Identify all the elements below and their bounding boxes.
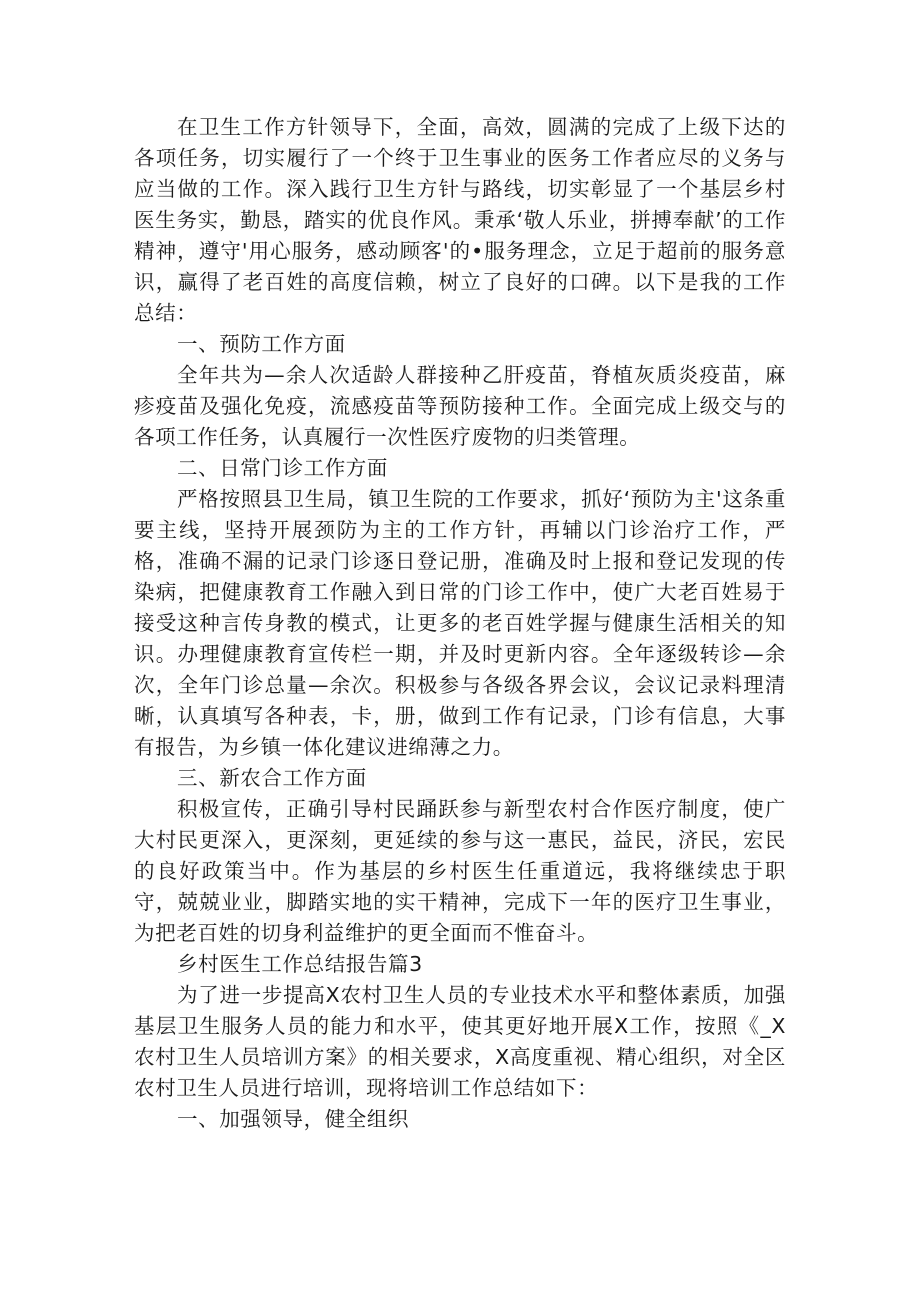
cooperative-medical-paragraph: 积极宣传，正确引导村民踊跃参与新型农村合作医疗制度，使广大村民更深入，更深刻，更延续的参与这一惠民，益民，济民，宏民的良好政策当中。作为基层的乡村医生任重道远，我将继续忠于职守，兢兢业业，脚踏实地的实干精神，完成下一年的医疗卫生事业，为把老百姓的切身利益维护的更全面而不惟奋斗。	[134, 797, 786, 945]
section-heading-leadership: 一、加强领导，健全组织	[177, 1107, 410, 1131]
clinic-paragraph: 严格按照县卫生局，镇卫生院的工作要求，抓好‘预防为主'这条重要主线，坚持开展颈防为主的工作方针，再辅以门诊治疗工作，严格，准确不漏的记录门诊逐日登记册，准确及时上报和登记发现的传染病，把健康教育工作融入到日常的门诊工作中，使广大老百姓易于接受这种言传身教的模式，让更多的老百姓学握与健康生活相关的知识。办理健康教育宣传栏一期，并及时更新内容。全年逐级转诊—余次，全年门诊总量—余次。积极参与各级各界会议，会议记录料理清晰，认真填写各种表，卡，册，做到工作有记录，门诊有信息，大事有报告，为乡镇一体化建议进绵薄之力。	[134, 487, 786, 759]
section-heading-clinic: 二、日常门诊工作方面	[177, 456, 388, 480]
training-intro-paragraph: 为了进一步提高X农村卫生人员的专业技术水平和整体素质，加强基层卫生服务人员的能力和水平，使其更好地开展X工作，按照《_X农村卫生人员培训方案》的相关要求，X高度重视、精心组织，对全区农村卫生人员进行培训，现将培训工作总结如下：	[134, 983, 786, 1100]
section-heading-cooperative-medical: 三、新农合工作方面	[177, 766, 367, 790]
intro-paragraph: 在卫生工作方针领导下，全面，高效，圆满的完成了上级下达的各项任务，切实履行了一个终于卫生事业的医务工作者应尽的义务与应当做的工作。深入践行卫生方针与路线，切实彰显了一个基层乡村医生务实，勤恳，踏实的优良作风。秉承‘敬人乐业，拼搏奉献’的工作精神，遵守'用心服务，感动顾客'的•服务理念，立足于超前的服务意识，赢得了老百姓的高度信赖，树立了良好的口碑。以下是我的工作总结：	[134, 115, 786, 325]
document-body	[134, 112, 786, 1135]
report-title-part3: 乡村医生工作总结报告篇3	[177, 952, 423, 976]
prevention-paragraph: 全年共为—余人次适龄人群接种乙肝疫苗，脊植灰质炎疫苗，麻疹疫苗及强化免疫，流感疫苗等预防接种工作。全面完成上级交与的各项工作任务，认真履行一次性医疗废物的归类管理。	[134, 363, 786, 449]
section-heading-prevention: 一、预防工作方面	[177, 332, 346, 356]
